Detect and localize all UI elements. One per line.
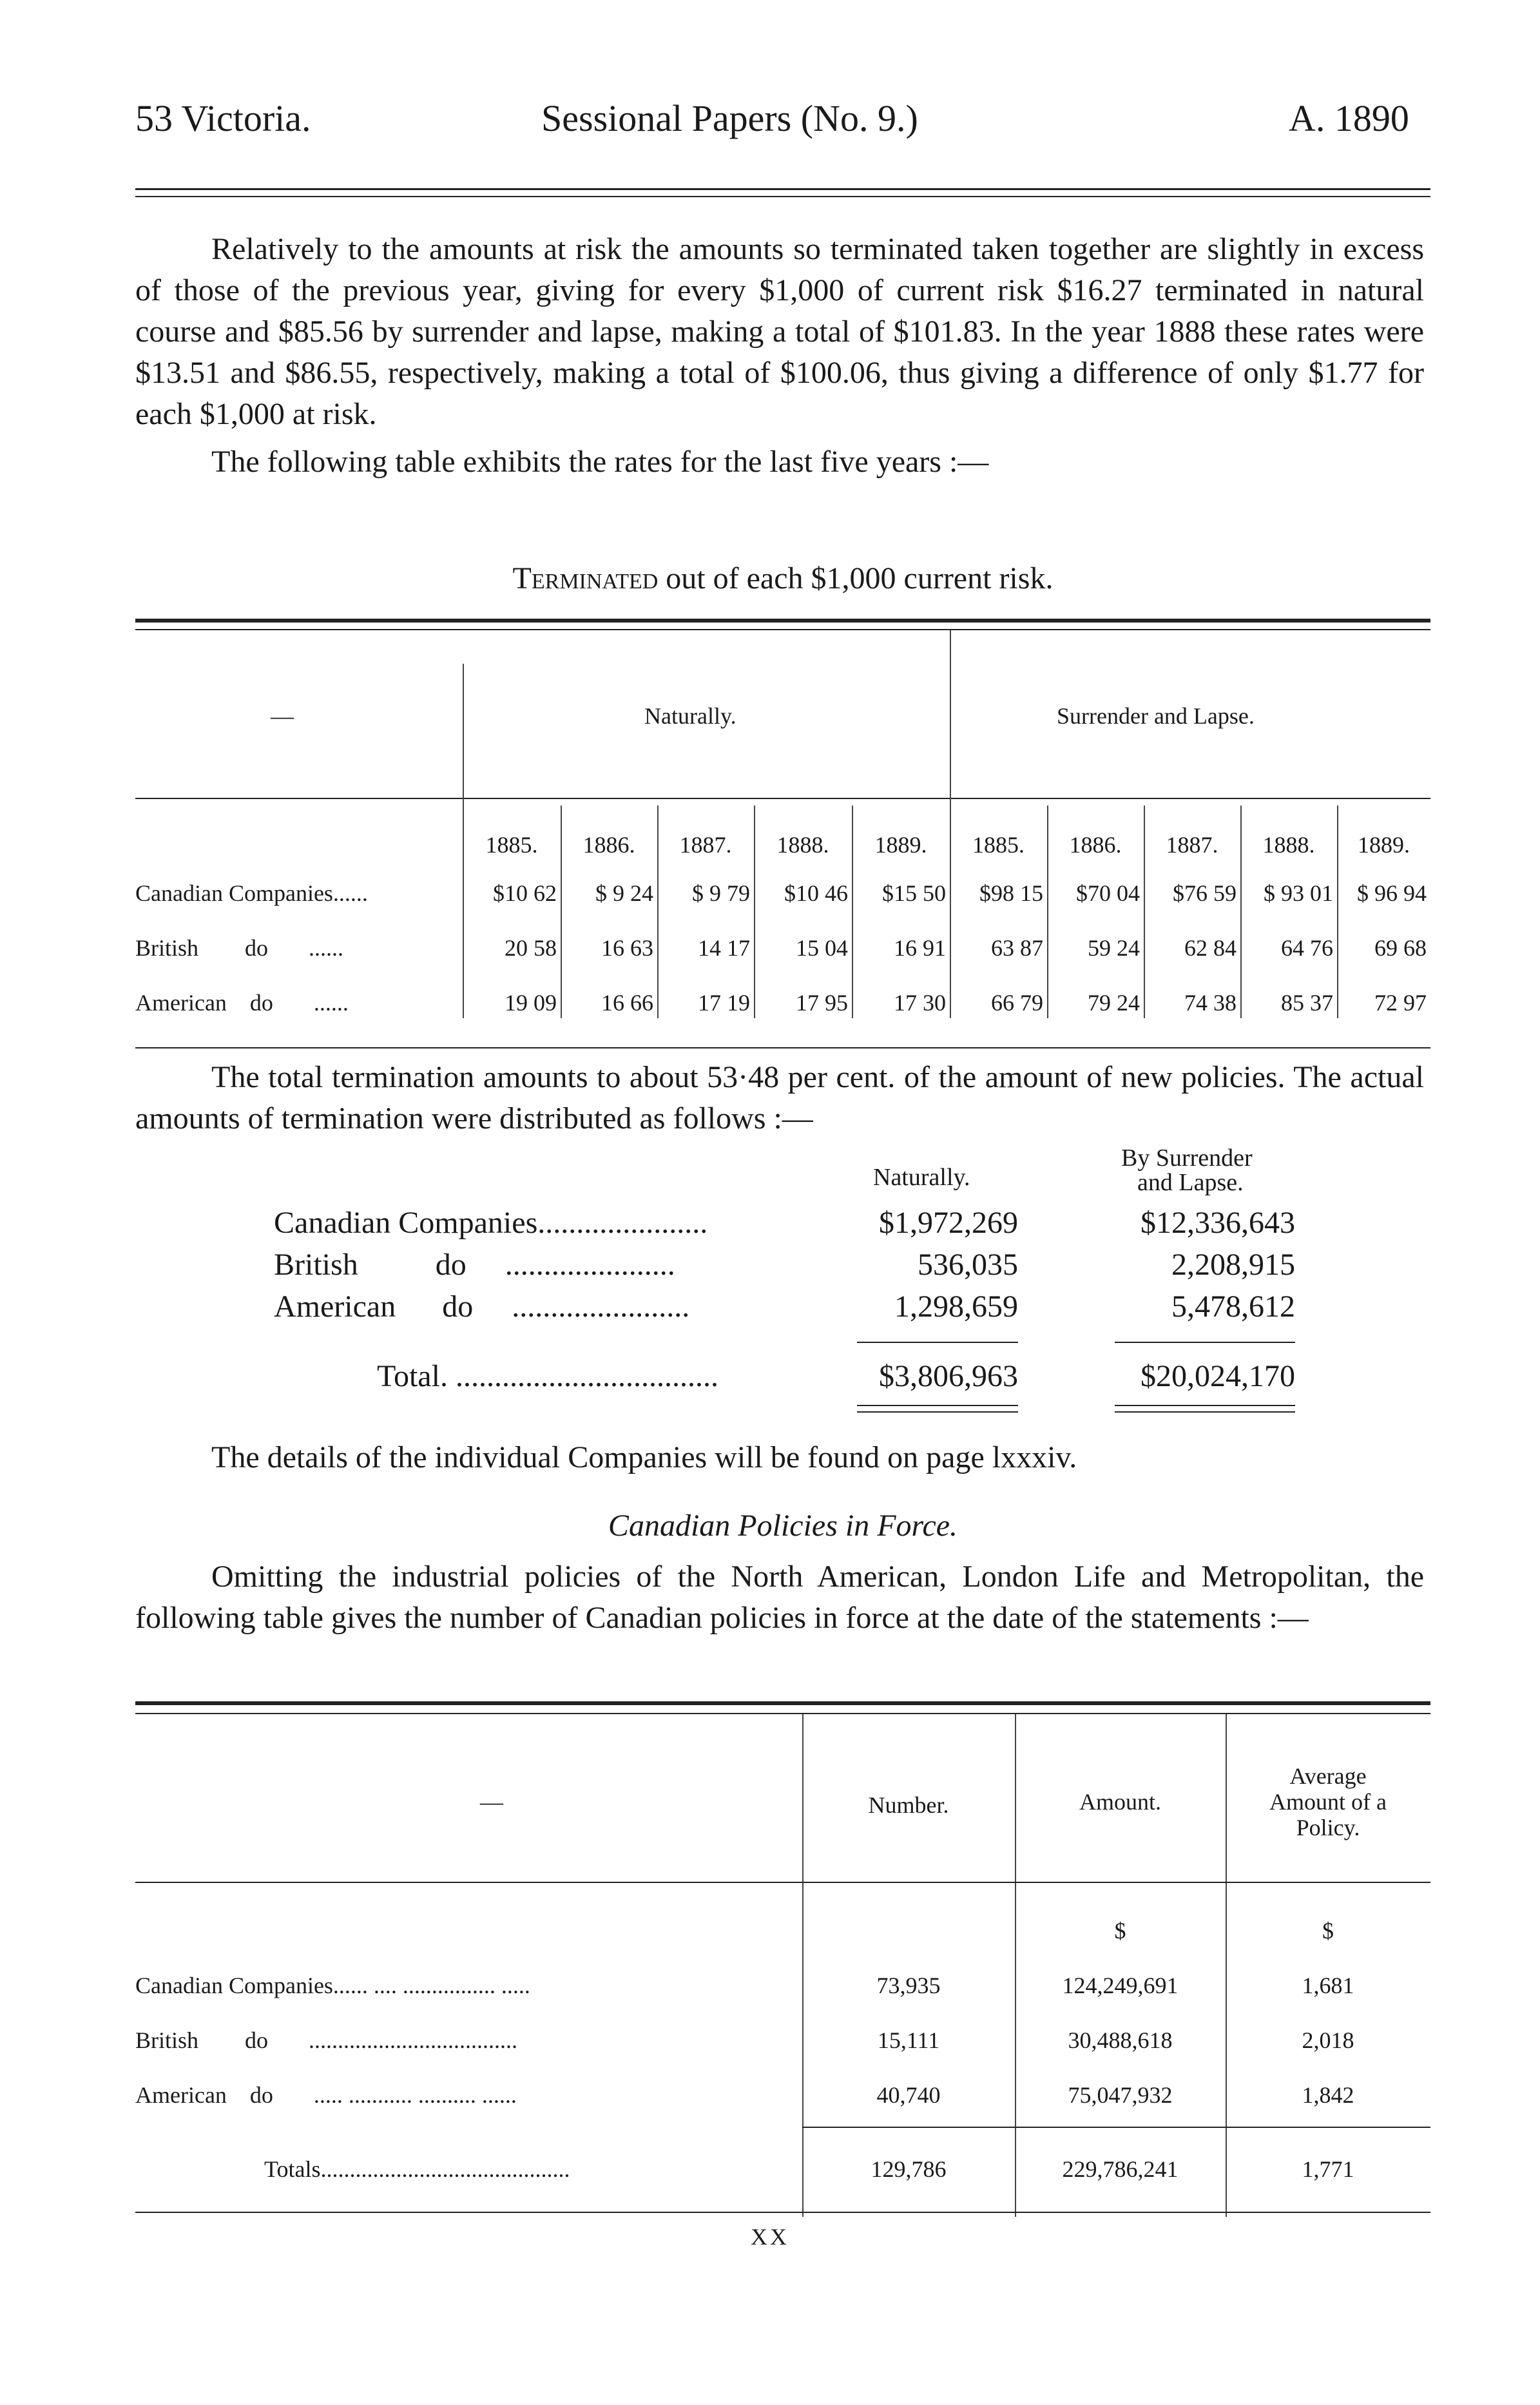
details-text: The details of the individual Companies will be found on page lxxxiv. [211, 1440, 1077, 1474]
terminated-row-label: American do ...... [135, 990, 349, 1016]
intro-block [135, 229, 1424, 483]
group-header-naturally: Naturally. [644, 703, 736, 729]
terminated-top-rule-thin [135, 629, 1430, 630]
policies-row-average: 1,681 [1302, 1973, 1354, 1998]
policies-row-label: Canadian Companies...... .... ................ ..... [135, 1973, 530, 1998]
surrender-year-header: 1887. [1166, 832, 1218, 858]
policies-heading: Canadian Policies in Force. [608, 1509, 958, 1543]
terminated-cell-sur: 64 76 [1281, 935, 1333, 961]
intro-paragraph-2: The following table exhibits the rates for the last five years :— [211, 445, 989, 479]
terminated-cell-sur: 62 84 [1184, 935, 1237, 961]
distribution-row-label: American do ....................... [274, 1289, 690, 1324]
terminated-year-divider [1144, 806, 1145, 1018]
surrender-year-header: 1888. [1262, 832, 1315, 858]
terminated-stub-header: — [271, 703, 294, 729]
distribution-row-naturally: 536,035 [857, 1247, 1018, 1282]
distribution-row-surrender: 5,478,612 [1171, 1289, 1295, 1324]
terminated-cell-sur: 72 97 [1374, 990, 1427, 1016]
distribution-total-surrender: $20,024,170 [1141, 1359, 1295, 1393]
distribution-row-label: Canadian Companies...................... [274, 1206, 708, 1240]
policies-subtotal-rule [802, 2127, 1430, 2128]
distribution-total-double-rule-2 [857, 1411, 1018, 1413]
terminated-cell-nat: 19 09 [505, 990, 557, 1016]
policies-row-average: 2,018 [1302, 2027, 1354, 2053]
terminated-cell-nat: $ 9 24 [595, 880, 653, 906]
terminated-cell-nat: 16 91 [894, 935, 946, 961]
distribution-subtotal-rule-nat [857, 1342, 1018, 1343]
terminated-cell-nat: $15 50 [882, 880, 946, 906]
naturally-year-header: 1888. [776, 832, 829, 858]
terminated-year-divider [1337, 806, 1338, 1018]
terminated-row-label: British do ...... [135, 935, 344, 961]
terminated-header-rule [135, 798, 1430, 799]
policies-header-rule [135, 1882, 1430, 1883]
policies-totals-label: Totals........................................... [264, 2156, 570, 2182]
terminated-top-rule-thick [135, 619, 1430, 623]
naturally-year-header: 1886. [582, 832, 635, 858]
terminated-table-title [135, 561, 1430, 596]
policies-col-number: Number. [868, 1792, 949, 1818]
policies-text: Omitting the industrial policies of the North American, London Life and Metropolitan, the following table gives the number of Canadian policies in force at the date of the statements :— [135, 1560, 1424, 1635]
policies-row-number: 15,111 [877, 2027, 940, 2053]
terminated-cell-nat: $10 46 [784, 880, 848, 906]
terminated-year-divider [754, 806, 755, 1018]
policies-col-average-1: Average [1289, 1763, 1367, 1789]
policies-totals-number: 129,786 [871, 2156, 947, 2182]
policies-totals-amount: 229,786,241 [1062, 2156, 1179, 2182]
distribution-subtotal-rule-sur [1115, 1342, 1295, 1343]
terminated-cell-nat: 14 17 [698, 935, 750, 961]
terminated-year-divider [657, 806, 659, 1018]
header-rule-bottom [135, 196, 1430, 197]
terminated-cell-sur: 66 79 [991, 990, 1043, 1016]
terminated-cell-sur: $ 93 01 [1264, 880, 1333, 906]
terminated-cell-sur: $ 96 94 [1357, 880, 1427, 906]
distribution-header-surrender-1: By Surrender [1121, 1145, 1253, 1172]
distribution-row-label: British do ...................... [274, 1248, 675, 1282]
policies-paragraph [135, 1556, 1424, 1639]
terminated-year-divider [852, 806, 853, 1018]
policies-divider-1 [802, 1714, 804, 2217]
terminated-cell-sur: 69 68 [1374, 935, 1427, 961]
policies-col-amount: Amount. [1079, 1789, 1161, 1815]
policies-row-average: 1,842 [1302, 2082, 1354, 2108]
policies-row-label: British do .................................... [135, 2027, 518, 2053]
terminated-cell-nat: $10 62 [493, 880, 557, 906]
policies-col-average-3: Policy. [1296, 1815, 1360, 1840]
terminated-year-divider [1240, 806, 1242, 1018]
header-center: Sessional Papers (No. 9.) [541, 97, 918, 139]
terminated-cell-nat: 16 63 [601, 935, 653, 961]
details-paragraph [135, 1437, 1424, 1478]
intro-paragraph-1: Relatively to the amounts at risk the amounts so terminated taken together are slightly in excess of those of the previous year, giving for every $1,000 of current risk $16.27 terminated in natural course and $85.56 by surrender and lapse, making a total of $101.83. In the year 1888 these rates were $13.51 and $86.55, respectively, making a total of $100.06, thus giving a difference of only $1.77 for each $1,000 at risk. [135, 232, 1424, 431]
terminated-title-smallcaps: Terminated [512, 561, 659, 595]
terminated-cell-nat: 15 04 [796, 935, 848, 961]
distribution-row-naturally: $1,972,269 [857, 1205, 1018, 1241]
policies-top-rule-thick [135, 1701, 1430, 1705]
surrender-year-header: 1889. [1358, 832, 1410, 858]
policies-row-label: American do ..... ........... .......... ...... [135, 2082, 517, 2108]
distribution-row-naturally: 1,298,659 [857, 1289, 1018, 1324]
group-header-surrender: Surrender and Lapse. [1057, 703, 1255, 729]
terminated-cell-sur: 63 87 [991, 935, 1043, 961]
naturally-year-header: 1887. [679, 832, 732, 858]
terminated-cell-sur: 59 24 [1088, 935, 1140, 961]
terminated-cell-nat: 17 30 [894, 990, 946, 1016]
distribution-header-surrender-2: and Lapse. [1137, 1169, 1244, 1196]
policies-bottom-rule [135, 2212, 1430, 2213]
terminated-title-rest: out of each $1,000 current risk. [666, 561, 1054, 595]
policies-unit-average: $ [1322, 1918, 1334, 1944]
distribution-total-label: Total. .................................. [377, 1359, 718, 1393]
distribution-total-naturally: $3,806,963 [879, 1359, 1018, 1393]
distribution-header-naturally: Naturally. [873, 1164, 970, 1191]
terminated-year-divider [561, 806, 562, 1018]
naturally-year-header: 1889. [874, 832, 927, 858]
policies-totals-average: 1,771 [1302, 2156, 1354, 2182]
distribution-total-double-rule-4 [1115, 1411, 1295, 1413]
naturally-year-header: 1885. [485, 832, 538, 858]
termination-text: The total termination amounts to about 53·48 per cent. of the amount of new policies. The actual amounts of termination were distributed as follows :— [135, 1060, 1424, 1135]
terminated-row-label: Canadian Companies...... [135, 880, 368, 906]
distribution-total-double-rule-1 [857, 1405, 1018, 1406]
termination-paragraph [135, 1057, 1424, 1139]
policies-row-number: 40,740 [876, 2082, 941, 2108]
policies-row-amount: 75,047,932 [1068, 2082, 1173, 2108]
distribution-total-double-rule-3 [1115, 1405, 1295, 1406]
surrender-year-header: 1885. [972, 832, 1025, 858]
policies-row-amount: 30,488,618 [1068, 2027, 1173, 2053]
surrender-year-header: 1886. [1069, 832, 1122, 858]
terminated-cell-sur: 79 24 [1088, 990, 1140, 1016]
terminated-cell-nat: 17 95 [796, 990, 848, 1016]
terminated-cell-sur: $70 04 [1076, 880, 1140, 906]
terminated-cell-sur: 74 38 [1184, 990, 1237, 1016]
policies-row-amount: 124,249,691 [1062, 1973, 1179, 1998]
terminated-cell-sur: 85 37 [1281, 990, 1333, 1016]
terminated-cell-sur: $98 15 [979, 880, 1043, 906]
terminated-year-divider [1047, 806, 1048, 1018]
policies-col-average-2: Amount of a [1269, 1789, 1387, 1815]
page-number: XX [751, 2224, 789, 2250]
terminated-cell-nat: 20 58 [505, 935, 557, 961]
policies-row-number: 73,935 [876, 1973, 941, 1998]
distribution-row-surrender: $12,336,643 [1141, 1206, 1295, 1240]
policies-stub-header: — [480, 1789, 503, 1815]
policies-unit-amount: $ [1114, 1918, 1126, 1944]
terminated-cell-sur: $76 59 [1173, 880, 1237, 906]
policies-top-rule-thin [135, 1713, 1430, 1714]
distribution-row-surrender: 2,208,915 [1171, 1248, 1295, 1282]
terminated-cell-nat: 17 19 [698, 990, 750, 1016]
terminated-bottom-rule [135, 1047, 1430, 1048]
terminated-cell-nat: 16 66 [601, 990, 653, 1016]
header-rule-top [135, 188, 1430, 190]
header-left: 53 Victoria. [135, 97, 311, 139]
header-right: A. 1890 [1289, 97, 1409, 139]
terminated-cell-nat: $ 9 79 [692, 880, 750, 906]
